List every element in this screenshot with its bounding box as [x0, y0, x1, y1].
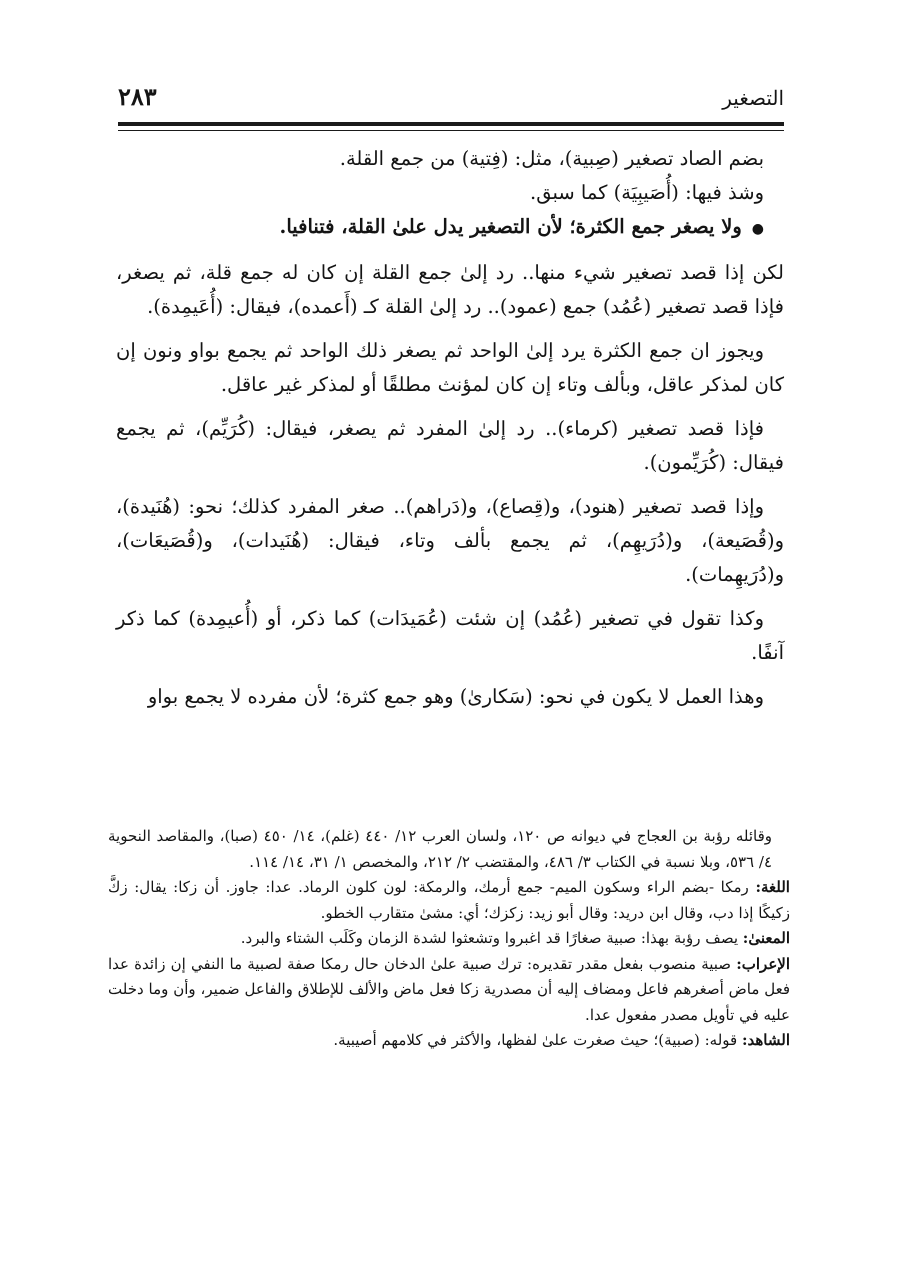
footnote-shahid — [108, 1028, 790, 1054]
bullet-paragraph — [116, 210, 784, 246]
header-rule-thick — [118, 122, 784, 126]
paragraph: وهذا العمل لا يكون في نحو: (سَكارىٰ) وهو جمع كثرة؛ لأن مفرده لا يجمع بواو — [147, 685, 764, 708]
footnote-label: المعنىٰ: — [742, 929, 790, 947]
footnote-label: اللغة: — [755, 878, 790, 896]
footnote-irab — [108, 952, 790, 1029]
main-text — [116, 142, 784, 724]
bullet-icon: ● — [751, 221, 764, 237]
bullet-text: ولا يصغر جمع الكثرة؛ لأن التصغير يدل علىٰ القلة، فتنافيا. — [279, 215, 742, 238]
footnotes — [108, 824, 790, 1054]
page-number: ٢٨٣ — [118, 82, 157, 111]
paragraph: فإذا قصد تصغير (كرماء).. رد إلىٰ المفرد ثم يصغر، فيقال: (كُرَيِّم)، ثم يجمع فيقال: (كُرَيِّمون). — [116, 417, 784, 474]
footnote-maana — [108, 926, 790, 952]
paragraph: وكذا تقول في تصغير (عُمُد) إن شئت (عُمَيدَات) كما ذكر، أو (أُعيمِدة) كما ذكر آنفًا. — [116, 607, 784, 664]
footnote-text: صبية منصوب بفعل مقدر تقديره: ترك صبية علىٰ الدخان حال رمكا صفة لصبية ما النفي إن زائدة عدا فعل ماض أصغرهم فاعل ومضاف إليه أن مصدرية زكا فعل ماض والألف للإطلاق والفاعل ضمير، وأن وما دخلت عليه في تأويل مصدر مفعول عدا. — [108, 954, 790, 1024]
paragraph: بضم الصاد تصغير (صِبية)، مثل: (فِتية) من جمع القلة. — [339, 147, 764, 170]
footnote-lugha — [108, 875, 790, 926]
footnote-text: قوله: (صبية)؛ حيث صغرت علىٰ لفظها، والأكثر في كلامهم أصيبية. — [333, 1031, 738, 1049]
header-rule-thin — [118, 130, 784, 131]
paragraph: ويجوز ان جمع الكثرة يرد إلىٰ الواحد ثم يصغر ذلك الواحد ثم يجمع بواو ونون إن كان لمذكر عاقل، وبألف وتاء إن كان لمؤنث مطلقًا أو لمذكر غير عاقل. — [116, 339, 784, 396]
footnote-text: رمكا -بضم الراء وسكون الميم- جمع أرمك، والرمكة: لون كلون الرماد. عدا: جاوز. أن زكا: يقال: زكَّ زكيكًا إذا دب، وقال ابن دريد: وقال أبو زيد: زكزك؛ أي: مشىٰ متقارب الخطو. — [108, 878, 790, 922]
footnote-label: الشاهد: — [741, 1031, 790, 1049]
paragraph: وشذ فيها: (أُصَيبِيَة) كما سبق. — [530, 181, 764, 204]
page-header — [118, 82, 784, 120]
running-title: التصغير — [722, 86, 784, 110]
footnote-label: الإعراب: — [736, 954, 790, 973]
paragraph: لكن إذا قصد تصغير شيء منها.. رد إلىٰ جمع القلة إن كان له جمع قلة، ثم يصغر، فإذا قصد تصغير (عُمُد) جمع (عمود).. رد إلىٰ القلة كـ (أَعمده)، فيقال: (أُعَيمِدة). — [116, 261, 784, 318]
paragraph: وإذا قصد تصغير (هنود)، و(قِصاع)، و(دَراهم).. صغر المفرد كذلك؛ نحو: (هُنَيدة)، و(قُصَيعة)، و(دُرَيهِم)، ثم يجمع بألف وتاء، فيقال: (هُنَيدات)، و(قُصَيعَات)، و(دُرَيهِمات). — [116, 495, 784, 586]
footnote-text: يصف رؤبة بهذا: صبية صغارًا قد اغبروا وتشعثوا لشدة الزمان وكَلَب الشتاء والبرد. — [240, 929, 738, 947]
footnote-source: وقائله رؤبة بن العجاج في ديوانه ص ١٢٠، ولسان العرب ١٢/ ٤٤٠ (غلم)، ١٤/ ٤٥٠ (صبا)، والمقاصد النحوية ٤/ ٥٣٦، وبلا نسبة في الكتاب ٣/ ٤٨٦، والمقتضب ٢/ ٢١٢، والمخصص ١/ ٣١، ١٤/ ١١٤. — [108, 827, 773, 871]
